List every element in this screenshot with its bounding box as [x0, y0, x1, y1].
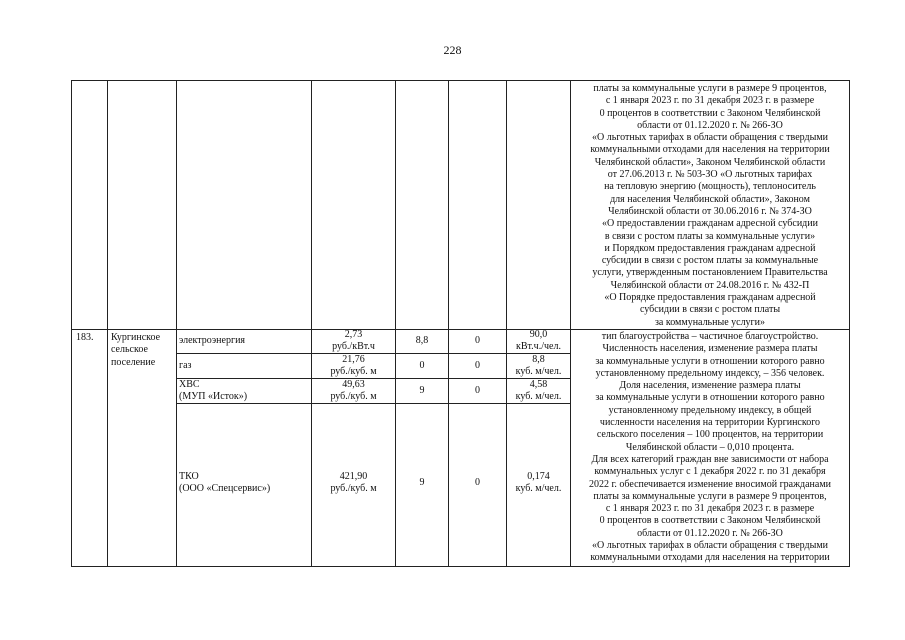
norm-cold-water: 4,58 куб. м/чел. — [515, 379, 562, 403]
row-183-legal-text — [571, 331, 849, 565]
index-cold-water: 9 — [419, 384, 425, 396]
legal-line: услуги, утвержденным постановлением Правительства — [592, 267, 828, 279]
tariff-cold-water: 49,63 руб./куб. м — [330, 379, 377, 403]
legal-line: области от 01.12.2020 г. № 266-ЗО — [637, 119, 783, 131]
legal-line: с 1 января 2023 г. по 31 декабря 2023 г. в размере — [605, 503, 815, 515]
continuation-legal-text — [571, 83, 849, 329]
legal-line: 2022 г. обеспечивается изменение вносимой гражданами — [588, 478, 832, 490]
municipality-name: Кургинское сельское поселение — [111, 332, 161, 368]
legal-line: коммунальными отходами для населения на территории — [590, 144, 830, 156]
tariff-gas: 21,76 руб./куб. м — [330, 354, 377, 378]
legal-line: субсидии в связи с ростом платы — [639, 304, 781, 316]
legal-line: с 1 января 2023 г. по 31 декабря 2023 г. в размере — [605, 95, 815, 107]
legal-line: от 27.06.2013 г. № 503-ЗО «О льготных тарифах — [607, 169, 813, 181]
zero-electricity: 0 — [475, 335, 480, 347]
legal-line: Численность населения, изменение размера платы — [602, 343, 818, 355]
legal-line: за коммунальные услуги» — [654, 316, 766, 328]
legal-line: за коммунальные услуги в отношении которого равно — [595, 355, 825, 367]
legal-line: «О льготных тарифах в области обращения с твердыми — [591, 540, 828, 552]
service-name-cold-water: ХВС (МУП «Исток») — [179, 379, 248, 403]
legal-line: «О Порядке предоставления гражданам адресной — [604, 292, 816, 304]
zero-gas: 0 — [475, 359, 480, 371]
service-name-solid-waste: ТКО (ООО «Спецсервис») — [179, 471, 271, 495]
legal-line: и Порядком предоставления гражданам адресной — [604, 242, 816, 254]
row-number: 183. — [76, 332, 94, 343]
index-gas: 0 — [419, 359, 425, 371]
zero-cold-water: 0 — [475, 384, 480, 396]
legal-line: «О льготных тарифах в области обращения с твердыми — [591, 132, 828, 144]
legal-line: установленному предельному индексу, в общей — [608, 404, 812, 416]
legal-line: субсидии в связи с ростом платы за коммунальные — [601, 255, 819, 267]
legal-line: платы за коммунальные услуги в размере 9 процентов, — [593, 490, 827, 502]
legal-line: платы за коммунальные услуги в размере 9 процентов, — [593, 83, 827, 94]
norm-electricity: 90,0 кВт.ч./чел. — [516, 329, 561, 353]
legal-line: установленному предельному индексу, – 356 человек. — [595, 367, 825, 379]
zero-solid-waste: 0 — [475, 477, 480, 488]
legal-line: Челябинской области от 30.06.2016 г. № 374-ЗО — [608, 205, 812, 217]
legal-line: Для всех категорий граждан вне зависимости от набора — [591, 453, 829, 465]
legal-line: Челябинской области – 0,010 процента. — [625, 441, 795, 453]
legal-line: тип благоустройства – частичное благоустройство. — [601, 331, 819, 342]
service-name-gas: газ — [179, 359, 192, 371]
tariff-electricity: 2,73 руб./кВт.ч — [332, 329, 375, 353]
norm-solid-waste: 0,174 куб. м/чел. — [515, 471, 562, 495]
legal-line: сельского поселения – 100 процентов, на территории — [596, 429, 824, 441]
legal-line: Доля населения, изменение размера платы — [619, 380, 801, 392]
legal-line: численности населения на территории Кургинского — [599, 417, 821, 429]
tariff-solid-waste: 421,90 руб./куб. м — [330, 471, 377, 495]
legal-line: для населения Челябинской области», Законом — [610, 193, 810, 205]
legal-line: на тепловую энергию (мощность), теплоноситель — [604, 181, 816, 193]
index-solid-waste: 9 — [419, 477, 425, 488]
index-electricity: 8,8 — [415, 335, 429, 347]
legal-line: 0 процентов в соответствии с Законом Челябинской — [599, 515, 821, 527]
legal-line: коммунальными отходами для населения на территории — [590, 552, 830, 564]
legal-line: «О предоставлении гражданам адресной субсидии — [602, 218, 818, 230]
legal-line: Челябинской области», Законом Челябинской области — [594, 156, 826, 168]
legal-line: 0 процентов в соответствии с Законом Челябинской — [599, 107, 821, 119]
page-number: 228 — [443, 43, 462, 57]
legal-line: в связи с ростом платы за коммунальные услуги» — [604, 230, 816, 242]
legal-line: Челябинской области от 24.08.2016 г. № 432-П — [610, 279, 810, 291]
legal-line: области от 01.12.2020 г. № 266-ЗО — [637, 527, 783, 539]
norm-gas: 8,8 куб. м/чел. — [515, 354, 562, 378]
legal-line: коммунальных услуг с 1 декабря 2022 г. по 31 декабря — [594, 466, 826, 478]
service-name-electricity: электроэнергия — [179, 335, 246, 347]
legal-line: за коммунальные услуги в отношении которого равно — [595, 392, 825, 404]
